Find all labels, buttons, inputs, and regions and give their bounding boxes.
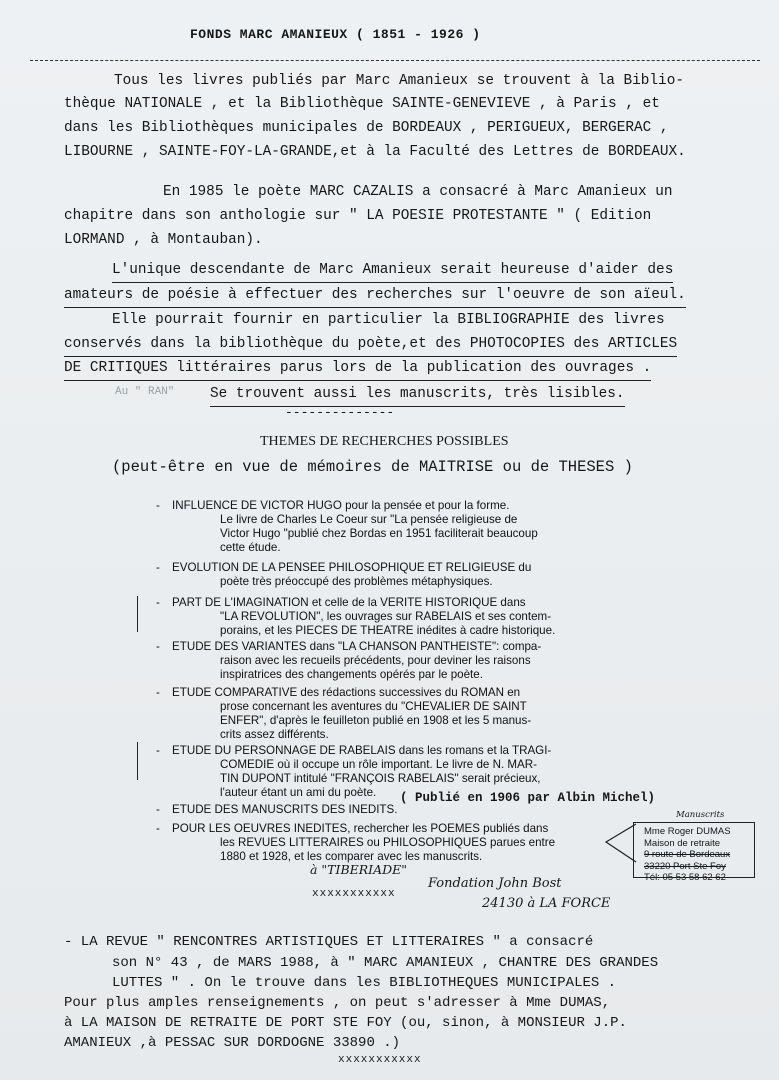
themes-title: THEMES DE RECHERCHES POSSIBLES <box>260 434 509 449</box>
item-line: Victor Hugo "publié chez Bordas en 1951 faciliterait beaucoup <box>220 527 538 540</box>
stamp-line: Maison de retraite <box>644 837 721 849</box>
descendante-line-2: amateurs de poésie à effectuer des recherches sur l'oeuvre de son aïeul. <box>64 284 686 308</box>
footer-line-3: LUTTES " . On le trouve dans les BIBLIOTHEQUES MUNICIPALES . <box>112 975 617 991</box>
item-line: prose concernant les aventures du "CHEVALIER DE SAINT <box>220 700 527 713</box>
item-dash: - <box>156 744 160 757</box>
descendante-line-5: DE CRITIQUES littéraires parus lors de la publication des ouvrages . <box>64 357 651 381</box>
item-line: inspiratrices des changements opérés par le poète. <box>220 668 483 681</box>
stamp-handwritten-note: Manuscrits <box>676 810 725 820</box>
margin-mark <box>137 596 138 632</box>
document-title: FONDS MARC AMANIEUX ( 1851 - 1926 ) <box>190 27 481 42</box>
item-line: COMEDIE où il occupe un rôle important. Le livre de N. MAR- <box>220 758 538 771</box>
item-line: PART DE L'IMAGINATION et celle de la VERITE HISTORIQUE dans <box>172 596 526 609</box>
descendante-line-3: Elle pourrait fournir en particulier la BIBLIOGRAPHIE des livres <box>112 312 665 328</box>
footer-crosses: xxxxxxxxxxx <box>338 1054 422 1066</box>
footer-line-4: Pour plus amples renseignements , on peut s'adresser à Mme DUMAS, <box>64 995 611 1011</box>
item-line: TIN DUPONT intitulé "FRANÇOIS RABELAIS" serait précieux, <box>220 772 541 785</box>
footer-line-2: son N° 43 , de MARS 1988, à " MARC AMANIEUX , CHANTRE DES GRANDES <box>112 955 659 971</box>
item-dash: - <box>156 822 160 835</box>
item-line: les REVUES LITTERAIRES ou PHILOSOPHIQUES parues entre <box>220 836 556 849</box>
theme-item-manuscrits <box>156 803 398 817</box>
item-line: Le livre de Charles Le Coeur sur "La pensée religieuse de <box>220 513 518 526</box>
handwriting-fondation: Fondation John Bost <box>428 876 562 891</box>
stamp-line: Tél: 05 53 58 62 62 <box>644 872 726 883</box>
item-line: porains, et les PIECES DE THEATRE inédites à cadre historique. <box>220 624 556 637</box>
cazalis-line-1: En 1985 le poète MARC CAZALIS a consacré à Marc Amanieux un <box>163 184 673 200</box>
item-line: POUR LES OEUVRES INEDITES, rechercher les POEMES publiés dans <box>172 822 549 835</box>
item-line: l'auteur étant un ami du poète. <box>220 786 377 799</box>
intro-line-2: thèque NATIONALE , et la Bibliothèque SAINTE-GENEVIEVE , à Paris , et <box>64 96 660 112</box>
stamp-line: 33220 Port Ste Foy <box>644 860 726 872</box>
stamp-line: Mme Roger DUMAS <box>644 826 731 837</box>
cazalis-line-3: LORMAND , à Montauban). <box>64 232 263 248</box>
crosses-separator: xxxxxxxxxxx <box>312 888 396 900</box>
item-line: ENFER", d'après le feuilleton publié en 1908 et les 5 manus- <box>220 714 532 727</box>
item-line: ETUDE COMPARATIVE des rédactions successives du ROMAN en <box>172 686 521 699</box>
cazalis-line-2: chapitre dans son anthologie sur " LA POESIE PROTESTANTE " ( Edition <box>64 208 652 224</box>
item-line: "LA REVOLUTION", les ouvrages sur RABELAIS et ses contem- <box>220 610 552 623</box>
descendante-line-4: conservés dans la bibliothèque du poète,et des PHOTOCOPIES des ARTICLES <box>64 333 677 357</box>
item-line: INFLUENCE DE VICTOR HUGO pour la pensée et pour la forme. <box>172 499 510 512</box>
stamp-arrow <box>600 818 640 868</box>
stamp-line: 9 route de Bordeaux <box>644 849 731 860</box>
header-rule <box>30 60 760 61</box>
address-stamp <box>633 822 755 883</box>
theme-item-imagination <box>156 596 556 638</box>
item-line: raison avec les recueils précédents, pour deviner les raisons <box>220 654 531 667</box>
intro-line-3: dans les Bibliothèques municipales de BORDEAUX , PERIGUEUX, BERGERAC , <box>64 120 669 136</box>
descendante-line-1: L'unique descendante de Marc Amanieux serait heureuse d'aider des <box>112 259 673 283</box>
margin-mark <box>137 742 138 780</box>
item-line: EVOLUTION DE LA PENSEE PHILOSOPHIQUE ET RELIGIEUSE du <box>172 561 532 574</box>
item-dash: - <box>156 803 160 816</box>
item-line: poète très préoccupé des problèmes métaphysiques. <box>220 575 493 588</box>
handwriting-la-force: 24130 à LA FORCE <box>482 896 611 911</box>
themes-subtitle: (peut-être en vue de mémoires de MAITRISE ou de THESES ) <box>112 458 633 476</box>
descendante-line-6: Se trouvent aussi les manuscrits, très lisibles. <box>210 383 625 407</box>
footer-line-5: à LA MAISON DE RETRAITE DE PORT STE FOY (ou, sinon, à MONSIEUR J.P. <box>64 1015 627 1031</box>
faint-note: Au " RAN" <box>115 386 175 398</box>
footer-line-1: - LA REVUE " RENCONTRES ARTISTIQUES ET LITTERAIRES " a consacré <box>64 934 594 950</box>
section-separator: -------------- <box>285 405 395 420</box>
item-line: ETUDE DES MANUSCRITS DES INEDITS. <box>172 803 398 816</box>
theme-item-comparative <box>156 686 532 742</box>
theme-item-inedites <box>156 822 556 864</box>
item-line: cette étude. <box>220 541 281 554</box>
item-line: ETUDE DES VARIANTES dans "LA CHANSON PANTHEISTE": compa- <box>172 640 542 653</box>
intro-line-1: Tous les livres publiés par Marc Amanieux se trouvent à la Biblio- <box>114 73 684 89</box>
item-dash: - <box>156 686 160 699</box>
item-line: 1880 et 1928, et les comparer avec les manuscrits. <box>220 850 483 863</box>
theme-item-variantes <box>156 640 542 682</box>
item-line: ETUDE DU PERSONNAGE DE RABELAIS dans les romans et la TRAGI- <box>172 744 552 757</box>
item-line: crits assez différents. <box>220 728 329 741</box>
item-dash: - <box>156 596 160 609</box>
handwriting-tiberiade: à "TIBERIADE" <box>310 862 408 877</box>
typed-note-albin-michel: ( Publié en 1906 par Albin Michel) <box>400 791 656 805</box>
footer-line-6: AMANIEUX ,à PESSAC SUR DORDOGNE 33890 .) <box>64 1035 401 1051</box>
theme-item-evolution <box>156 561 532 589</box>
item-dash: - <box>156 499 160 512</box>
theme-item-victor-hugo <box>156 499 538 555</box>
intro-line-4: LIBOURNE , SAINTE-FOY-LA-GRANDE,et à la Faculté des Lettres de BORDEAUX. <box>64 144 686 160</box>
item-dash: - <box>156 561 160 574</box>
item-dash: - <box>156 640 160 653</box>
